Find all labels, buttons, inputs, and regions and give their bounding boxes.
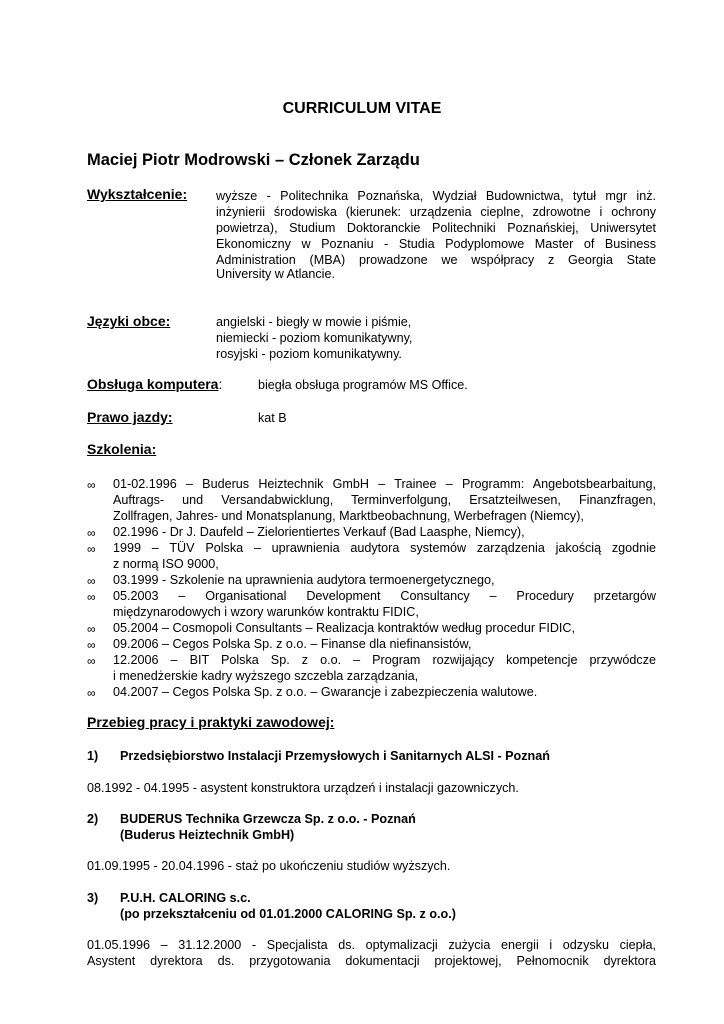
training-line: 01-02.1996 – Buderus Heiztechnik GmbH – Trainee – Programm: Angebotsbearbaitung,: [113, 477, 656, 491]
education-label: Wykształcenie:: [87, 186, 188, 202]
job-company: P.U.H. CALORING s.c.: [120, 891, 251, 905]
job-company: (po przekształceniu od 01.01.2000 CALORING Sp. z o.o.): [120, 907, 456, 921]
language-line: rosyjski - poziom komunikatywny.: [216, 347, 402, 361]
training-line: i menedżerskie kadry wyższego szczebla zarządzania,: [113, 669, 419, 683]
training-line: 02.1996 - Dr J. Daufeld – Zielorientiertes Verkauf (Bad Laasphe, Niemcy),: [113, 525, 525, 539]
document-title: CURRICULUM VITAE: [282, 100, 442, 117]
training-line: 12.2006 – BIT Polska Sp. z o.o. – Program rozwijający kompetencje przywódcze: [113, 653, 656, 667]
training-line: międzynarodowych i wzory warunków kontraktu FIDIC,: [113, 605, 419, 619]
infinity-bullet-icon: ∞: [87, 478, 96, 492]
training-line: z normą ISO 9000,: [113, 557, 219, 571]
training-line: 03.1999 - Szkolenie na uprawnienia audytora termoenergetycznego,: [113, 573, 495, 587]
job-description: 01.05.1996 – 31.12.2000 - Specjalista ds. optymalizacji zużycia energii i odzysku ciepła,: [87, 938, 656, 952]
license-value: kat B: [258, 411, 287, 425]
infinity-bullet-icon: ∞: [87, 686, 96, 700]
language-line: angielski - biegły w mowie i piśmie,: [216, 315, 412, 329]
training-line: 04.2007 – Cegos Polska Sp. z o.o. – Gwarancje i zabezpieczenia walutowe.: [113, 685, 538, 699]
training-line: 1999 – TÜV Polska – uprawnienia audytora systemów zarządzenia jakością zgodnie: [113, 541, 656, 555]
job-number: 2): [87, 812, 99, 826]
infinity-bullet-icon: ∞: [87, 654, 96, 668]
education-line: powietrza), Studium Doktoranckie Politechniki Poznańskiej, Uniwersytet: [216, 221, 656, 235]
language-line: niemiecki - poziom komunikatywny,: [216, 331, 413, 345]
person-name: Maciej Piotr Modrowski – Członek Zarządu: [87, 151, 420, 169]
license-label: Prawo jazdy:: [87, 409, 173, 425]
training-line: Auftrags- und Versandabwicklung, Terminverfolgung, Ersatzteilwesen, Finanzfragen,: [113, 493, 656, 507]
education-line: University w Atlancie.: [216, 267, 335, 281]
job-description: Asystent dyrektora ds. przygotowania dokumentacji projektowej, Pełnomocnik dyrektora: [87, 954, 656, 968]
training-line: 05.2004 – Cosmopoli Consultants – Realizacja kontraktów według procedur FIDIC,: [113, 621, 576, 635]
infinity-bullet-icon: ∞: [87, 590, 96, 604]
computer-value: biegła obsługa programów MS Office.: [258, 378, 468, 392]
infinity-bullet-icon: ∞: [87, 638, 96, 652]
training-line: 09.2006 – Cegos Polska Sp. z o.o. – Finanse dla niefinansistów,: [113, 637, 472, 651]
job-company: Przedsiębiorstwo Instalacji Przemysłowych i Sanitarnych ALSI - Poznań: [120, 749, 550, 763]
job-number: 1): [87, 749, 99, 763]
infinity-bullet-icon: ∞: [87, 622, 96, 636]
training-line: 05.2003 – Organisational Development Consultancy – Procedury przetargów: [113, 589, 656, 603]
career-label: Przebieg pracy i praktyki zawodowej:: [87, 714, 335, 730]
job-company: BUDERUS Technika Grzewcza Sp. z o.o. - Poznań: [120, 812, 416, 826]
education-line: wyższe - Politechnika Poznańska, Wydział Budownictwa, tytuł mgr inż.: [216, 189, 656, 203]
infinity-bullet-icon: ∞: [87, 542, 96, 556]
infinity-bullet-icon: ∞: [87, 526, 96, 540]
education-line: inżynierii środowiska (kierunek: urządzenia cieplne, zdrowotne i ochrony: [216, 205, 656, 219]
training-line: Zollfragen, Jahres- und Monatsplanung, Marktbeobachnung, Werbefragen (Niemcy),: [113, 509, 584, 523]
languages-label: Języki obce:: [87, 313, 171, 329]
infinity-bullet-icon: ∞: [87, 574, 96, 588]
job-description: 08.1992 - 04.1995 - asystent konstruktora urządzeń i instalacji gazowniczych.: [87, 781, 519, 795]
trainings-label: Szkolenia:: [87, 441, 157, 457]
computer-label: Obsługa komputera:: [87, 376, 223, 392]
job-company: (Buderus Heiztechnik GmbH): [120, 828, 295, 842]
education-line: Ekonomiczny w Poznaniu - Studia Podyplomowe Master of Business: [216, 237, 656, 251]
education-line: Administration (MBA) prowadzone we współpracy z Georgia State: [216, 253, 656, 267]
job-number: 3): [87, 891, 99, 905]
job-description: 01.09.1995 - 20.04.1996 - staż po ukończeniu studiów wyższych.: [87, 859, 451, 873]
